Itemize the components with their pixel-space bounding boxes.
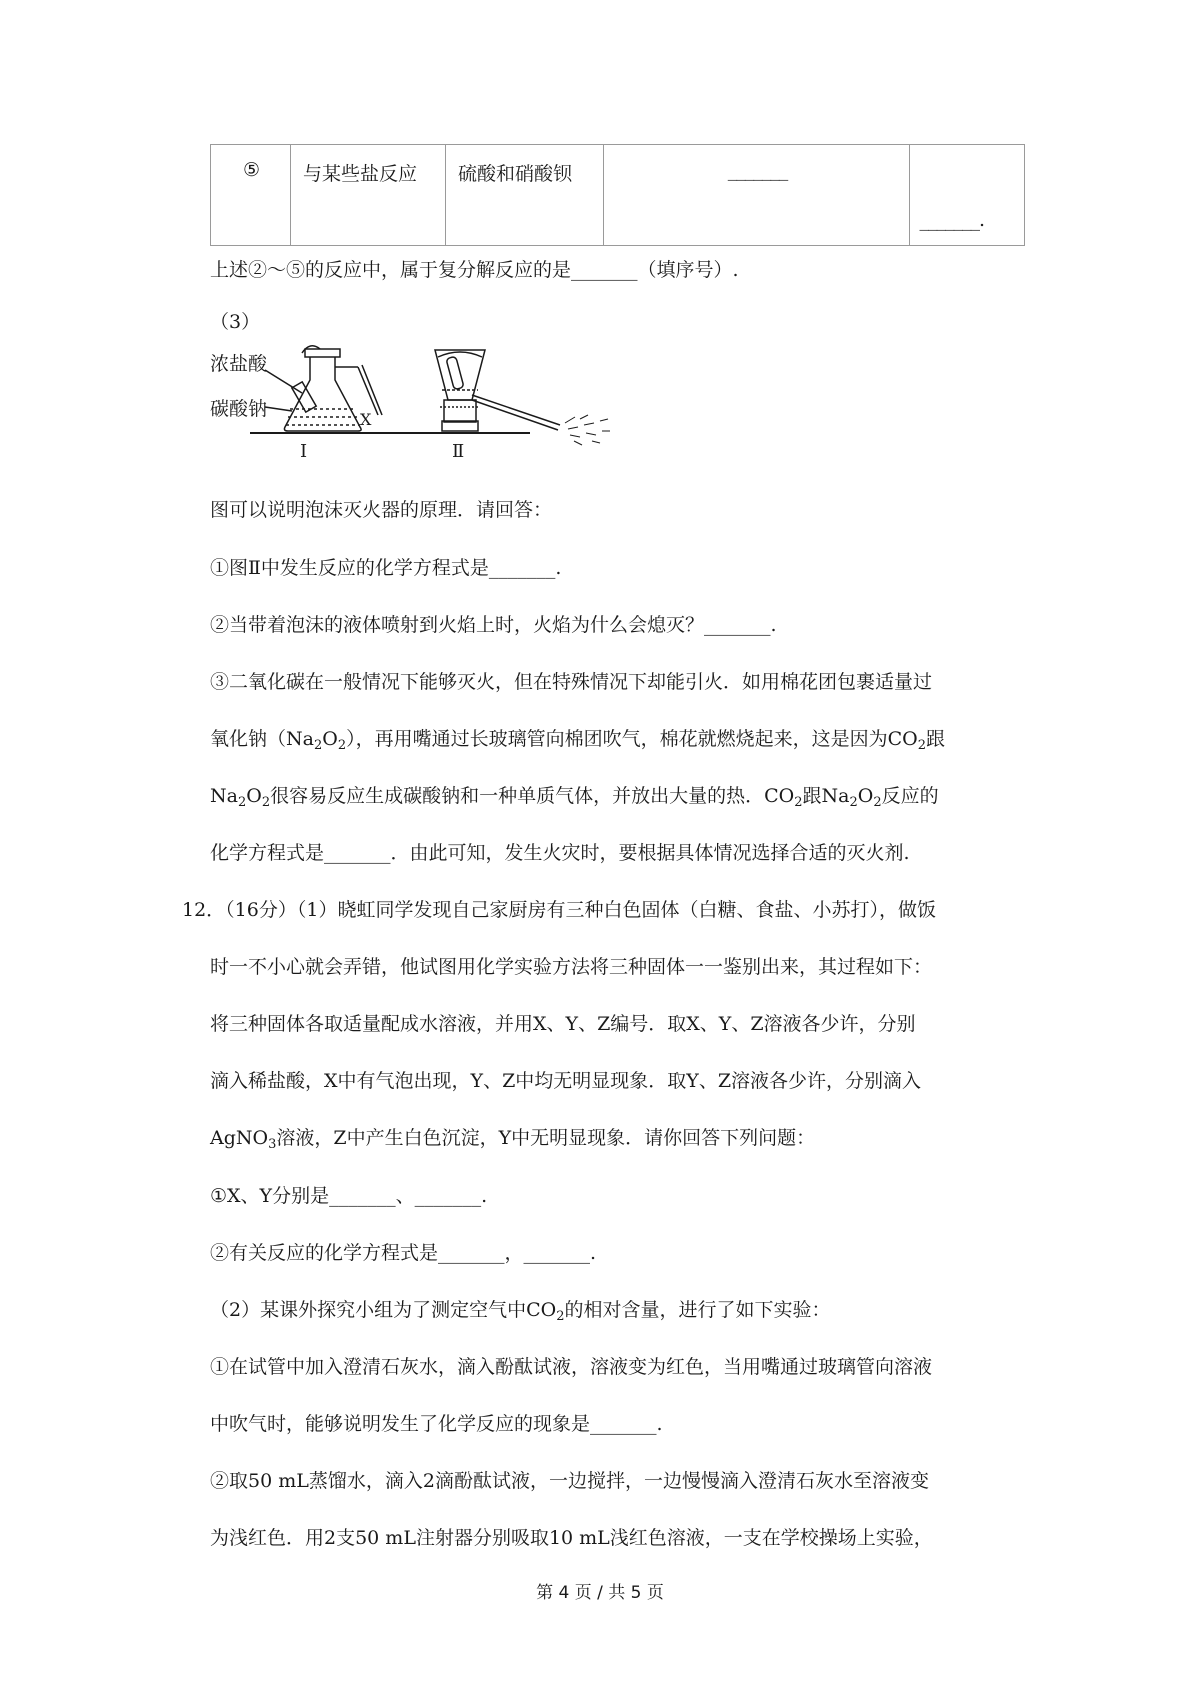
subscript: 2 [337,738,347,753]
text-run: 氧化钠（Na [210,728,314,750]
page-footer: 第 4 页 / 共 5 页 [536,1583,664,1603]
text-run: AgNO [210,1127,269,1149]
text-line: ①X、Y分别是_______、_______. [210,1185,488,1207]
row-property: 与某些盐反应 [291,145,446,246]
text-run: O [246,785,262,807]
subscript: 2 [917,738,926,753]
apparatus-II [435,350,560,431]
text-line: ③二氧化碳在一般情况下能够灭火，但在特殊情况下却能引火．如用棉花团包裹适量过 [210,671,933,693]
text-run: 跟 [926,728,946,750]
answer-blank[interactable]: _______ [727,159,788,181]
answer-blank[interactable]: _______. [919,209,984,231]
question-12-heading: 12．（16分）（1）晓虹同学发现自己家厨房有三种白色固体（白糖、食盐、小苏打），做饭 [182,899,936,921]
subscript: 2 [237,795,247,810]
text-run: O [857,785,874,807]
text-line: ①在试管中加入澄清石灰水，滴入酚酞试液，溶液变为红色，当用嘴通过玻璃管向溶液 [210,1356,933,1378]
label-sodium-carbonate: 碳酸钠 [210,398,268,420]
subscript: 3 [268,1137,277,1152]
text-run: 的相对含量，进行了如下实验： [564,1299,831,1321]
text-line: 中吹气时，能够说明发生了化学反应的现象是_______. [210,1413,663,1435]
text-line: 时一不小心就会弄错，他试图用化学实验方法将三种固体一一鉴别出来，其过程如下： [210,956,933,978]
text-run: （2）某课外探究小组为了测定空气中CO [210,1299,557,1321]
text-line: （3） [210,311,261,333]
label-conc-hcl: 浓盐酸 [210,353,268,375]
text-line: ②取50 mL蒸馏水，滴入2滴酚酞试液，一边搅拌，一边慢慢滴入澄清石灰水至溶液变 [210,1470,929,1492]
text-line [210,727,945,751]
text-run: O [322,728,338,750]
subscript: 2 [313,738,323,753]
subscript: 2 [794,795,803,810]
text-line [210,1126,815,1150]
label-fig-II: Ⅱ [452,441,465,462]
text-run: 反应的 [881,785,939,807]
text-run: Na [210,785,238,807]
row-reagents: 硫酸和硝酸钡 [446,145,604,246]
text-run: 跟Na [802,785,850,807]
subscript: 2 [873,795,882,810]
text-line: ①图Ⅱ中发生反应的化学方程式是_______. [210,557,562,579]
row-phenomenon-blank [604,145,910,246]
text-line: 滴入稀盐酸，X中有气泡出现，Y、Z中均无明显现象．取Y、Z溶液各少许，分别滴入 [210,1070,922,1092]
text-line: 上述②～⑤的反应中，属于复分解反应的是_______（填序号）. [210,259,739,281]
table-row [211,145,1025,246]
spray-mist [565,415,610,445]
subscript: 2 [849,795,858,810]
text-line: ②有关反应的化学方程式是_______，_______. [210,1242,597,1264]
label-fig-I: Ⅰ [300,441,308,462]
subscript: 2 [261,795,271,810]
text-line: 图可以说明泡沫灭火器的原理．请回答： [210,499,553,521]
text-line [210,784,939,808]
text-line: 将三种固体各取适量配成水溶液，并用X、Y、Z编号．取X、Y、Z溶液各少许，分别 [210,1013,916,1035]
text-line: 化学方程式是_______．由此可知，发生火灾时，要根据具体情况选择合适的灭火剂. [210,842,910,864]
text-run: 溶液，Z中产生白色沉淀，Y中无明显现象．请你回答下列问题： [276,1127,816,1149]
extinguisher-diagram [210,345,670,480]
row-index: ⑤ [211,145,291,246]
reaction-table [210,144,1025,246]
text-run: ），再用嘴通过长玻璃管向棉团吹气，棉花就燃烧起来，这是因为CO [346,728,918,750]
label-x: X [360,410,372,429]
text-line: 为浅红色．用2支50 mL注射器分别吸取10 mL浅红色溶液，一支在学校操场上实验， [210,1527,933,1549]
text-run: 很容易反应生成碳酸钠和一种单质气体，并放出大量的热．CO [270,785,795,807]
subscript: 2 [556,1309,565,1324]
text-line [210,1298,831,1322]
row-equation-blank [910,145,1025,246]
text-line: ②当带着泡沫的液体喷射到火焰上时，火焰为什么会熄灭？_______. [210,614,777,636]
